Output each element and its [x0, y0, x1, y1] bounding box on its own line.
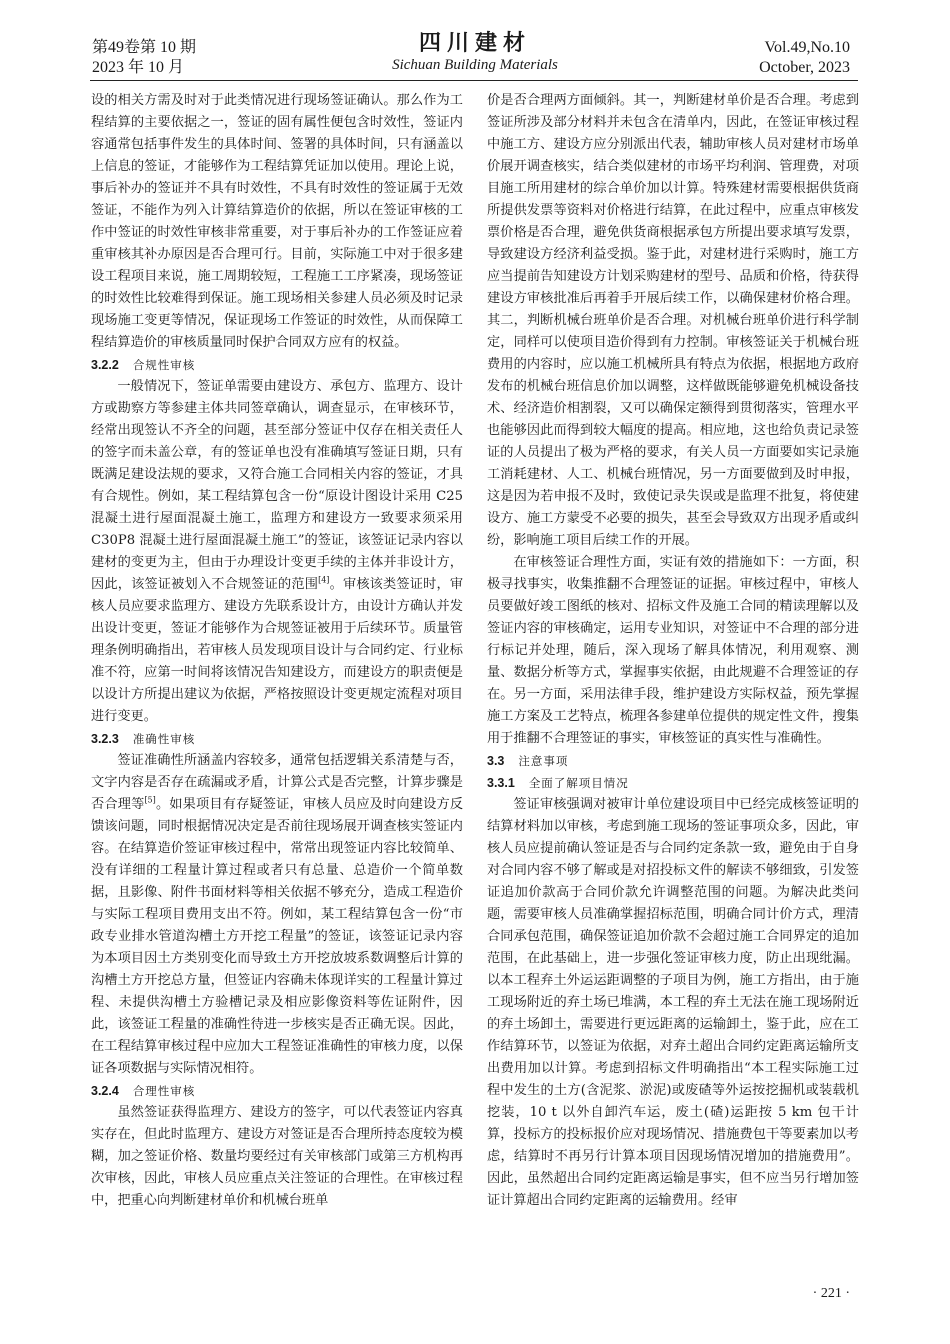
issue-date-en: October, 2023 [759, 59, 850, 76]
journal-title: 四川建材 [418, 30, 531, 56]
journal-subtitle: Sichuan Building Materials [392, 57, 558, 73]
paragraph: 签证审核强调对被审计单位建设项目中已经完成核签证明的结算材料加以审核，考虑到施工现场的签证事项众多，因此，审核人员应提前确认签证是否与合同约定条款一致，避免由于自身对合同内容不够了解或是对招投标文件的解读不够细致，引发签证追加价款高于合同价款允许调整范围的问题。为解决此类问题，需要审核人员准确掌握招标范围，明确合同计价方式，理清合同承包范围，确保签证追加价款不会超过施工合同界定的追加范围，在此基础上，进一步强化签证审核力度，防止出现纰漏。以本工程弃土外运运距调整的子项目为例，施工方指出，由于施工现场附近的弃土场已堆满，本工程的弃土无法在施工现场附近的弃土场卸土，需要进行更远距离的运输卸土，鉴于此，应在工作结算环节，以签证为依据，对弃土超出合同约定距离运输所支出费用加以计算。考虑到招标文件明确指出“本工程实际施工过程中发生的土方(含泥浆、淤泥)或废碴等外运按挖掘机或装载机挖装，10 t 以外自卸汽车运，废土(碴)运距按 5 km 包干计算，投标方的投标报价应对现场情况、措施费包干等要素加以考虑，结算时不再另行计算本项目因现场情况增加的措施费用”。因此，虽然超出合同约定距离运输是事实，但不应当另行增加签证计算超出合同约定距离的运输费用。经审 [487, 797, 859, 1208]
right-column [487, 90, 859, 1212]
section-heading-3-3-1 [487, 772, 859, 794]
issue-date: 2023 年 10 月 [92, 59, 185, 76]
section-number: 3.2.4 [91, 1084, 119, 1098]
section-title: 合规性审核 [132, 358, 196, 372]
paragraph [91, 376, 463, 728]
citation: [5] [144, 795, 156, 805]
volume-issue-en: Vol.49,No.10 [764, 39, 850, 56]
header-left [92, 38, 196, 78]
section-number: 3.3.1 [487, 776, 515, 790]
header-rule [90, 80, 858, 81]
page-header [0, 0, 950, 82]
header-right [759, 38, 850, 78]
section-title: 全面了解项目情况 [528, 776, 629, 790]
section-title: 合理性审核 [132, 1084, 196, 1098]
volume-issue: 第49卷第 10 期 [92, 39, 197, 56]
paragraph: 虽然签证获得监理方、建设方的签字，可以代表签证内容真实存在，但此时监理方、建设方对签证是否合理所持态度较为模糊，加之签证价格、数量均要经过有关审核部门或第三方机构再次审核，因此，审核人员应重点关注签证的合理性。在审核过程中，把重心向判断建材单价和机械台班单 [91, 1105, 463, 1208]
section-title: 注意事项 [518, 754, 569, 768]
section-number: 3.3 [487, 754, 505, 768]
paragraph [91, 750, 463, 1080]
paragraph: 在审核签证合理性方面，实证有效的措施如下：一方面，积极寻找事实，收集推翻不合理签证的证据。审核过程中，审核人员要做好竣工图纸的核对、招标文件及施工合同的精读理解以及签证内容的审核确定，运用专业知识，对签证中不合理的部分进行标记并处理，随后，深入现场了解具体情况，利用观察、测量、数据分析等方式，掌握事实依据，由此规避不合理签证的存在。另一方面，采用法律手段，维护建设方实际权益，预先掌握施工方案及工艺特点，梳理各参建单位提供的规定性文件，搜集用于推翻不合理签证的事实，审核签证的真实性与准确性。 [487, 555, 859, 746]
paragraph: 价是否合理两方面倾斜。其一，判断建材单价是否合理。考虑到签证所涉及部分材料并未包含在清单内，因此，在签证审核过程中施工方、建设方应分别派出代表，辅助审核人员对建材市场单价展开调查核实，结合类似建材的市场平均利润、管理费，对项目施工所用建材的综合单价加以计算。特殊建材需要根据供货商所提供发票等资料对价格进行结算，在此过程中，应重点审核发票价格是否合理，避免供货商根据承包方所提出要求填写发票，导致建设方经济利益受损。鉴于此，对建材进行采购时，施工方应当提前告知建设方计划采购建材的型号、品质和价格，待获得建设方审核批准后再着手开展后续工作，以确保建材价格合理。其二，判断机械台班单价是否合理。对机械台班单价进行科学制定，同样可以使项目造价得到有力控制。审核签证关于机械台班费用的内容时，应以施工机械所具有特点为依据，根据地方政府发布的机械台班信息价加以调整，这样做既能够避免机械设备技术、经济造价相割裂，又可以确保定额得到贯彻落实，管理水平也能够因此而得到较大幅度的提高。相应地，这也给负责记录签证的人员提出了极为严格的要求，有关人员一方面要如实记录施工消耗建材、人工、机械台班情况，另一方面要做到及时申报，这是因为若申报不及时，致使记录失误或是监理不批复，将使建设方、施工方蒙受不必要的损失，甚至会导致双方出现矛盾或纠纷，影响施工项目后续工作的开展。 [487, 93, 859, 548]
paragraph: 设的相关方需及时对于此类情况进行现场签证确认。那么作为工程结算的主要依据之一，签证的固有属性便包含时效性，签证内容通常包括事件发生的具体时间、签署的具体时间，只有涵盖以上信息的签证，才能够作为工程结算凭证加以使用。理论上说，事后补办的签证并不具有时效性，不具有时效性的签证属于无效签证，不能作为列入计算结算造价的依据，所以在签证审核的工作中签证的时效性审核非常重要，对于事后补办的工作签证应着重审核其补办原因是否合理可行。目前，实际施工中对于很多建设工程项目来说，施工周期较短，工程施工工序紧凑，现场签证的时效性比较难得到保证。施工现场相关参建人员必须及时记录现场施工变更等情况，保证现场工作签证的时效性，从而保障工程结算造价的审核质量同时保护合同双方应有的权益。 [91, 93, 463, 350]
paragraph-text: 。如果项目有存疑签证，审核人员应及时向建设方反馈该问题，同时根据情况决定是否前往现场展开调查核实签证内容。在结算造价签证审核过程中，常常出现签证内容比较简单、没有详细的工程量计算过程或者只有总量、总造价一个简单数据，且影像、附件书面材料等相关依据不够充分，造成工程造价与实际工程项目费用支出不符。例如，某工程结算包含一份“市政专业排水管道沟槽土方开挖工程量”的签证，该签证记录内容为本项目因土方类别变化而导致土方开挖放坡系数调整后计算的沟槽土方开挖总方量，但签证内容确未体现详实的工程量计算过程、未提供沟槽土方验槽记录及相应影像资料等佐证附件，因此，该签证工程量的准确性待进一步核实是否正确无误。因此，在工程结算审核过程中应加大工程签证准确性的审核力度，以保证各项数据与实际情况相符。 [91, 797, 464, 1076]
paragraph-text: 。审核该类签证时，审核人员应要求监理方、建设方先联系设计方，由设计方确认并发出设计变更，签证才能够作为合规签证被用于后续环节。质量管理条例明确指出，若审核人员发现项目设计与合同约定、行业标准不符，应第一时间将该情况告知建设方，而建设方的职责便是以设计方所提出建议为依据，严格按照设计变更规定流程对项目进行变更。 [91, 577, 464, 724]
left-column [91, 90, 463, 1212]
section-heading-3-3 [487, 750, 859, 772]
citation: [4] [318, 575, 330, 585]
page-number: · 221 · [812, 1286, 850, 1301]
section-number: 3.2.2 [91, 358, 119, 372]
section-heading-3-2-3 [91, 728, 463, 750]
paragraph-text: 一般情况下，签证单需要由建设方、承包方、监理方、设计方或勘察方等参建主体共同签章确认，调查显示，在审核环节，经常出现签认不齐全的问题，甚至部分签证中仅存在相关责任人的签字而未盖公章，有的签证单也没有准确填写签证日期，只有既满足建设法规的要求，又符合施工合同相关内容的签证，才具有合规性。例如，某工程结算包含一份“原设计图设计采用 C25 混凝土进行屋面混凝土施工，监理方和建设方一致要求须采用 C30P8 混凝土进行屋面混凝土施工”的签证，该签证记录内容以建材的变更为主，但由于办理设计变更手续的主体并非设计方，因此，该签证被划入不合规签证的范围 [91, 379, 463, 592]
section-heading-3-2-4 [91, 1080, 463, 1102]
journal-masthead [360, 30, 590, 74]
section-number: 3.2.3 [91, 732, 119, 746]
section-heading-3-2-2 [91, 354, 463, 376]
paragraph-text: 签证准确性所涵盖内容较多，通常包括逻辑关系清楚与否，文字内容是否存在疏漏或矛盾，计算公式是否完整，计算步骤是否合理等 [91, 753, 463, 812]
section-title: 准确性审核 [132, 732, 196, 746]
